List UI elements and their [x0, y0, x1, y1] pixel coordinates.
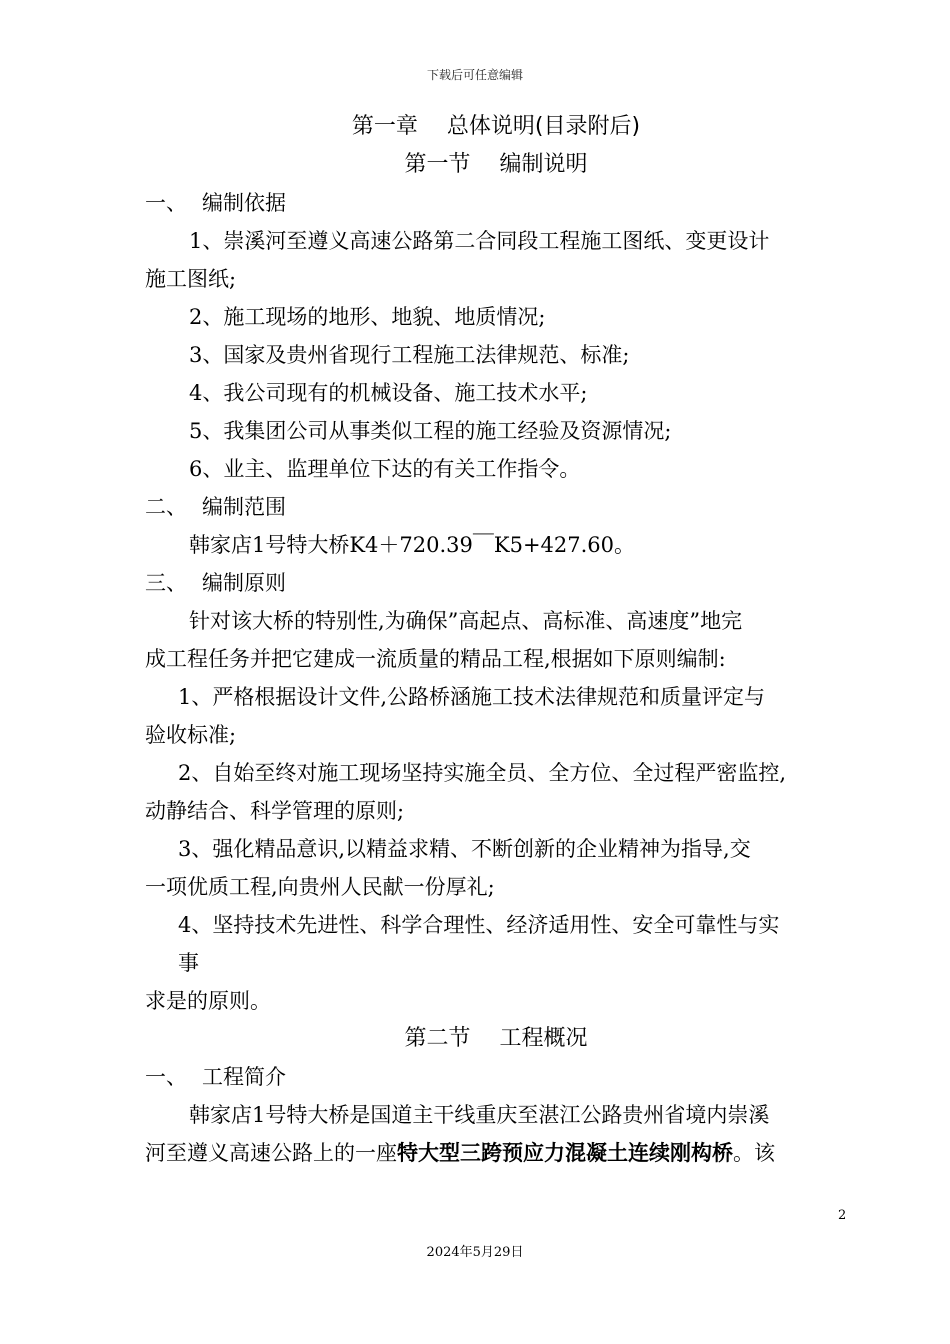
part-heading [145, 564, 847, 602]
emphasized-text: 特大型三跨预应力混凝土连续刚构桥 [397, 1141, 733, 1165]
part-title: 工程简介 [202, 1065, 286, 1089]
part-heading [145, 184, 847, 222]
paragraph-line: 5、我集团公司从事类似工程的施工经验及资源情况; [189, 419, 672, 443]
paragraph-line: 验收标准; [145, 723, 237, 747]
paragraph-line [145, 1134, 847, 1172]
part-number: 二、 [145, 495, 187, 519]
paragraph-line: 3、国家及贵州省现行工程施工法律规范、标准; [189, 343, 630, 367]
part-number: 一、 [145, 1065, 187, 1089]
section-title: 第二节 工程概况 [404, 1026, 588, 1051]
paragraph-line: 2、施工现场的地形、地貌、地质情况; [189, 305, 546, 329]
part-heading [145, 488, 847, 526]
paragraph-line: 求是的原则。 [145, 989, 271, 1013]
page-header: 下载后可任意编辑 [426, 68, 523, 82]
paragraph-line: 4、坚持技术先进性、科学合理性、经济适用性、安全可靠性与实 [178, 913, 780, 937]
paragraph-line: 针对该大桥的特别性,为确保”高起点、高标准、高速度”地完 [189, 609, 743, 633]
part-title: 编制原则 [202, 571, 286, 595]
paragraph-line: 1、严格根据设计文件,公路桥涵施工技术法律规范和质量评定与 [178, 685, 766, 709]
part-title: 编制依据 [202, 191, 286, 215]
part-title: 编制范围 [202, 495, 286, 519]
paragraph-line: 1、崇溪河至遵义高速公路第二合同段工程施工图纸、变更设计 [189, 229, 770, 253]
page-footer-date: 2024年5月29日 [426, 1245, 524, 1260]
text-run: 河至遵义高速公路上的一座 [145, 1141, 397, 1165]
part-heading [145, 1058, 847, 1096]
paragraph-line: 韩家店1号特大桥K4＋720.39￣K5+427.60。 [189, 533, 636, 557]
part-number: 三、 [145, 571, 187, 595]
section-title: 第一节 编制说明 [404, 152, 588, 177]
paragraph-line: 6、业主、监理单位下达的有关工作指令。 [189, 457, 581, 481]
chapter-title: 第一章 总体说明(目录附后) [351, 114, 641, 139]
part-number: 一、 [145, 191, 187, 215]
paragraph-line: 2、自始至终对施工现场坚持实施全员、全方位、全过程严密监控, [178, 761, 787, 785]
paragraph-line: 施工图纸; [145, 267, 237, 291]
page-number: 2 [838, 1208, 847, 1223]
paragraph-line: 3、强化精品意识,以精益求精、不断创新的企业精神为指导,交 [178, 837, 751, 861]
paragraph-line: 韩家店1号特大桥是国道主干线重庆至湛江公路贵州省境内崇溪 [189, 1103, 770, 1127]
text-run: 。该 [733, 1141, 775, 1165]
paragraph-line: 动静结合、科学管理的原则; [145, 799, 405, 823]
paragraph-line: 事 [178, 951, 199, 975]
paragraph-line: 4、我公司现有的机械设备、施工技术水平; [189, 381, 588, 405]
paragraph-line: 一项优质工程,向贵州人民献一份厚礼; [145, 875, 495, 899]
page-content [145, 100, 847, 1172]
paragraph-line: 成工程任务并把它建成一流质量的精品工程,根据如下原则编制: [145, 647, 726, 671]
